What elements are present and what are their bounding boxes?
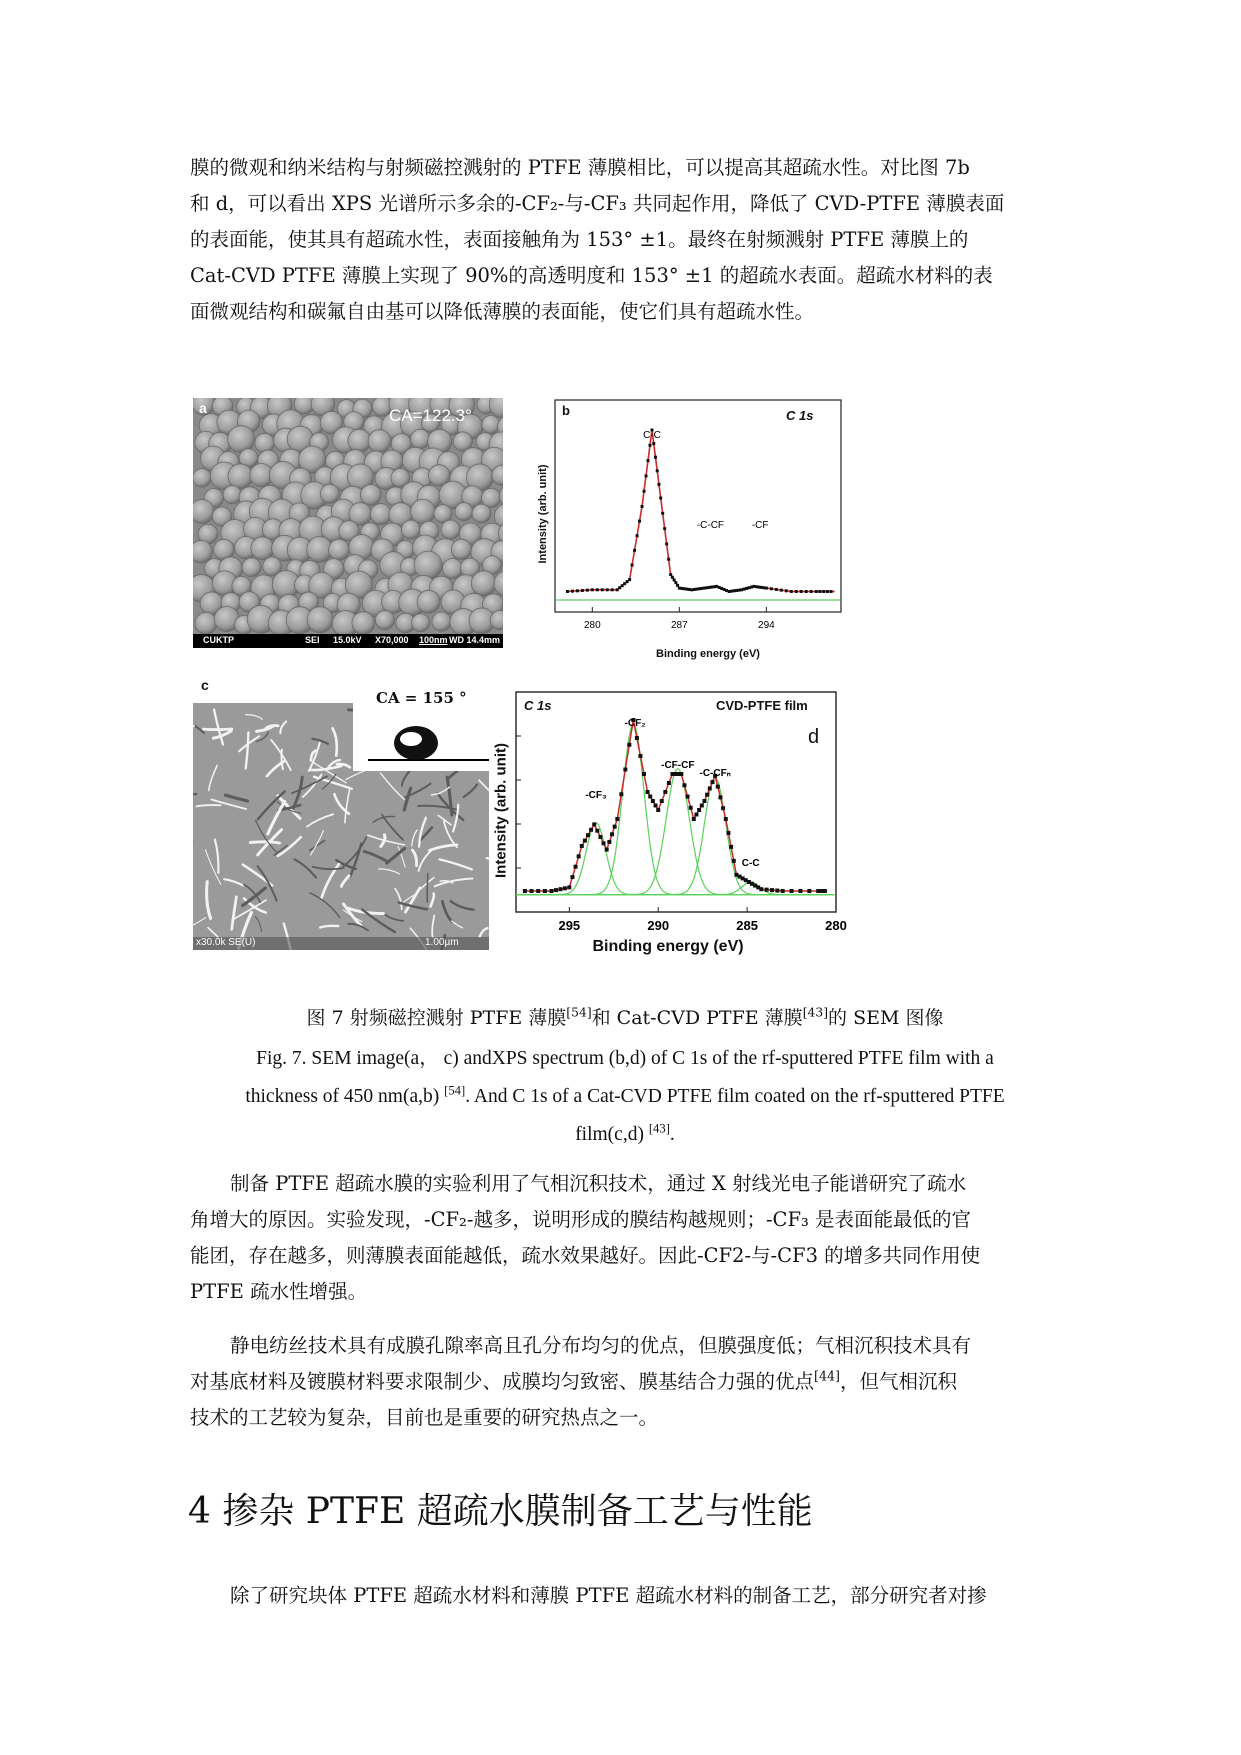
chart-d-data-point	[759, 887, 763, 891]
chart-b-data-point	[818, 590, 821, 593]
chart-d-peak-label: -CF₃	[585, 790, 607, 801]
chart-b-tick-label: 294	[758, 620, 775, 631]
panel-d-tag: C 1s	[524, 698, 552, 713]
sem-footer-item: CUKTP	[203, 635, 234, 645]
chart-b-data-point	[645, 474, 648, 477]
chart-d-data-point	[770, 888, 774, 892]
sem-grain	[417, 590, 440, 613]
chart-d-data-point	[790, 889, 794, 893]
chart-d-data-point	[694, 813, 698, 817]
sem-grain	[411, 429, 430, 448]
top-paragraph	[190, 150, 1060, 330]
chart-d-data-point	[646, 790, 650, 794]
chart-d-data-point	[602, 841, 606, 845]
chart-d-data-point	[567, 885, 571, 889]
chart-d-peak-label: -CF-CF	[661, 760, 695, 771]
chart-b-data-point	[669, 573, 672, 576]
chart-b-data-point	[830, 590, 833, 593]
chart-b-data-point	[649, 444, 652, 447]
chart-d-data-point	[697, 808, 701, 812]
chart-d-data-point	[550, 889, 554, 893]
paragraph-3	[190, 1328, 1060, 1436]
chart-b-data-point	[795, 590, 798, 593]
chart-d-data-point	[729, 845, 733, 849]
chart-d-data-point	[615, 817, 619, 821]
xps-chart-d	[488, 690, 848, 990]
chart-d-data-point	[724, 817, 728, 821]
chart-d-data-point	[536, 889, 540, 893]
chart-d-data-point	[635, 736, 639, 740]
chart-d-data-point	[692, 817, 696, 821]
sem-grain	[472, 504, 491, 523]
chart-b-data-point	[586, 589, 589, 592]
chart-d-data-point	[702, 799, 706, 803]
text-line: 膜的微观和纳米结构与射频磁控溅射的 PTFE 薄膜相比，可以提高其超疏水性。对比图 7b	[190, 156, 970, 179]
sem-footer-item: WD 14.4mm	[449, 635, 501, 645]
sem-grain	[223, 486, 241, 504]
chart-b-data-point	[663, 527, 666, 530]
chart-b-frame	[555, 400, 841, 612]
text-line: Cat-CVD PTFE 薄膜上实现了 90%的高透明度和 153° ±1 的超疏水表面。超疏水材料的表	[190, 264, 993, 287]
panel-d-letter: d	[808, 726, 820, 748]
chart-b-data-point	[636, 534, 639, 537]
chart-b-data-point	[815, 590, 818, 593]
chart-b-peak-label: C-C	[643, 430, 661, 441]
chart-b-data-point	[805, 590, 808, 593]
chart-d-data-point	[642, 772, 646, 776]
paragraph-2	[190, 1166, 1060, 1310]
chart-b-ylabel: Intensity (arb. unit)	[537, 464, 549, 564]
chart-b-data-point	[671, 576, 674, 579]
sem-image-a	[193, 398, 503, 648]
sem-flake	[427, 874, 428, 902]
sem-grain	[368, 430, 391, 453]
chart-b-data-point	[790, 590, 793, 593]
chart-b-data-point	[596, 588, 599, 591]
sem-flake	[203, 729, 231, 730]
chart-d-data-point	[679, 772, 683, 776]
sem-flake	[250, 842, 279, 843]
chart-b-data-point	[566, 590, 569, 593]
chart-d-peak-label: -CF₂	[624, 718, 646, 729]
figure-caption-en	[190, 1040, 1060, 1154]
chart-d-xlabel: Binding energy (eV)	[592, 938, 744, 955]
chart-b-data-point	[581, 589, 584, 592]
chart-d-data-point	[716, 785, 720, 789]
chart-d-data-point	[530, 889, 534, 893]
chart-d-data-point	[580, 844, 584, 848]
chart-d-tick-label: 285	[736, 918, 758, 933]
chart-b-data-point	[826, 590, 829, 593]
chart-d-data-point	[648, 795, 652, 799]
text-line: 的表面能，使其具有超疏水性，表面接触角为 153° ±1。最终在射频溅射 PTFE 薄膜上的	[190, 228, 969, 251]
chart-b-data-point	[652, 442, 655, 445]
sem-grain	[195, 612, 217, 634]
chart-d-data-point	[710, 780, 714, 784]
chart-d-data-point	[721, 806, 725, 810]
chart-d-peak-label: -C-CFₙ	[699, 768, 731, 779]
chart-d-data-point	[667, 781, 671, 785]
caption-en-line: film(c,d) [43].	[575, 1121, 675, 1145]
sem-image-c	[193, 675, 489, 950]
figure-caption-zh	[190, 1003, 1060, 1033]
chart-d-data-point	[589, 828, 593, 832]
chart-d-data-point	[705, 793, 709, 797]
chart-b-data-point	[657, 483, 660, 486]
sem-footer-item: SEI	[305, 635, 320, 645]
xps-chart-b	[518, 398, 848, 668]
chart-d-data-point	[577, 854, 581, 858]
chart-b-data-point	[659, 497, 662, 500]
chart-b-peak-label: -C-CF	[696, 520, 725, 531]
sem-texture-a	[193, 398, 503, 648]
chart-d-data-point	[732, 859, 736, 863]
chart-d-data-point	[563, 886, 567, 890]
sem-grain	[441, 520, 460, 539]
sem-grain	[329, 539, 350, 560]
chart-d-data-point	[765, 888, 769, 892]
panel-b-letter: b	[562, 403, 570, 418]
chart-b-data-point	[800, 590, 803, 593]
sem-grain	[251, 537, 274, 560]
chart-b-data-point	[606, 588, 609, 591]
chart-d-data-point	[554, 888, 558, 892]
chart-b-data-point	[667, 558, 670, 561]
sem-grain	[228, 464, 253, 489]
chart-b-data-point	[785, 589, 788, 592]
sem-grain	[320, 484, 339, 503]
caption-en-line: thickness of 450 nm(a,b) [54]. And C 1s of a Cat-CVD PTFE film coated on the rf-sputtered PTFE	[245, 1083, 1005, 1107]
chart-d-data-point	[610, 832, 614, 836]
sem-footer-a	[193, 634, 503, 648]
chart-b-data-point	[641, 505, 644, 508]
chart-b-data-point	[591, 588, 594, 591]
chart-d-data-point	[613, 825, 617, 829]
sem-grain	[411, 499, 436, 524]
chart-d-data-point	[663, 790, 667, 794]
section-heading: 4 掺杂 PTFE 超疏水膜制备工艺与性能	[188, 1491, 813, 1532]
sem-texture-c	[193, 675, 489, 950]
chart-b-data-point	[628, 578, 631, 581]
chart-b-tick-label: 287	[671, 620, 688, 631]
chart-b-tick-label: 280	[583, 620, 601, 631]
chart-d-data-point	[775, 889, 779, 893]
chart-d-data-point	[686, 795, 690, 799]
chart-d-ylabel: Intensity (arb. unit)	[492, 743, 510, 878]
sem-grain	[375, 610, 394, 629]
chart-d-data-point	[660, 799, 664, 803]
chart-b-data-point	[633, 549, 636, 552]
chart-b-data-point	[647, 459, 650, 462]
chart-b-data-point	[656, 469, 659, 472]
text-line: 静电纺丝技术具有成膜孔隙率高且孔分布均匀的优点，但膜强度低；气相沉积技术具有	[230, 1334, 972, 1357]
chart-d-data-point	[682, 783, 686, 787]
chart-b-data-point	[780, 589, 783, 592]
chart-d-data-point	[798, 889, 802, 893]
panel-d-film: CVD-PTFE film	[716, 698, 808, 713]
chart-b-svg	[518, 398, 848, 668]
chart-d-data-point	[726, 831, 730, 835]
paragraph-4	[190, 1578, 1060, 1614]
sem-grain	[451, 539, 471, 559]
chart-d-data-point	[523, 889, 527, 893]
chart-d-data-point	[607, 840, 611, 844]
sem-grain	[471, 571, 496, 596]
sem-grain	[360, 485, 381, 506]
sem-grain	[352, 612, 375, 635]
text-line: 制备 PTFE 超疏水膜的实验利用了气相沉积技术，通过 X 射线光电子能谱研究了疏水	[230, 1172, 967, 1195]
chart-b-data-point	[661, 512, 664, 515]
chart-b-data-point	[810, 590, 813, 593]
chart-b-data-point	[765, 587, 768, 590]
chart-d-data-point	[627, 743, 631, 747]
chart-d-data-point	[708, 786, 712, 790]
chart-d-data-point	[689, 806, 693, 810]
chart-d-data-point	[651, 799, 655, 803]
sem-grain	[193, 469, 211, 488]
text-line: 除了研究块体 PTFE 超疏水材料和薄膜 PTFE 超疏水材料的制备工艺，部分研究者对掺	[230, 1584, 987, 1607]
text-line: 技术的工艺较为复杂，目前也是重要的研究热点之一。	[190, 1406, 659, 1429]
chart-d-data-point	[583, 839, 587, 843]
chart-d-data-point	[586, 833, 590, 837]
chart-d-data-point	[654, 804, 658, 808]
panel-a-letter: a	[199, 400, 207, 416]
caption-en-line: Fig. 7. SEM image(a， c) andXPS spectrum (b,d) of C 1s of the rf-sputtered PTFE film with a	[256, 1048, 994, 1069]
chart-d-data-point	[570, 875, 574, 879]
chart-d-data-point	[718, 795, 722, 799]
sem-grain	[307, 607, 333, 633]
chart-d-data-point	[638, 754, 642, 758]
chart-b-data-point	[676, 584, 679, 587]
chart-d-data-point	[543, 889, 547, 893]
chart-d-tick-label: 290	[647, 918, 670, 933]
panel-c-contact-angle: CA = 155 °	[376, 689, 467, 707]
chart-d-data-point	[656, 808, 660, 812]
text-line: 对基底材料及镀膜材料要求限制少、成膜均匀致密、膜基结合力强的优点[44]，但气相沉积	[190, 1368, 958, 1393]
sem-grain	[193, 499, 214, 523]
chart-d-data-point	[807, 889, 811, 893]
chart-d-data-point	[781, 889, 785, 893]
text-line: 和 d，可以看出 XPS 光谱所示多余的-CF₂-与-CF₃ 共同起作用，降低了 CVD-PTFE 薄膜表面	[190, 192, 1005, 215]
chart-d-data-point	[598, 835, 602, 839]
chart-b-data-point	[638, 520, 641, 523]
sem-grain	[455, 503, 473, 521]
sem-c-footer-left: x30.0k SE(U)	[196, 937, 256, 948]
sem-grain	[370, 504, 391, 525]
chart-d-data-point	[595, 829, 599, 833]
chart-b-data-point	[571, 590, 574, 593]
chart-b-data-point	[643, 490, 646, 493]
sem-footer-item: 100nm	[419, 635, 448, 645]
sem-grain	[414, 551, 442, 579]
panel-a-contact-angle: CA=122.3°	[389, 406, 472, 425]
panel-c-letter: c	[201, 677, 209, 693]
chart-b-data-point	[674, 581, 677, 584]
chart-b-data-point	[775, 588, 778, 591]
chart-d-data-point	[574, 865, 578, 869]
sem-grain	[401, 520, 420, 539]
chart-d-tick-label: 295	[558, 918, 581, 933]
panel-b-tag: C 1s	[786, 408, 814, 423]
chart-d-frame	[516, 692, 836, 912]
chart-b-data-point	[611, 588, 614, 591]
chart-d-data-point	[605, 848, 609, 852]
chart-d-data-point	[592, 822, 596, 826]
chart-d-data-point	[558, 887, 562, 891]
chart-b-data-point	[654, 456, 657, 459]
text-line: 能团，存在越多，则薄膜表面能越低，疏水效果越好。因此-CF2-与-CF3 的增多共同作用使	[190, 1244, 981, 1267]
chart-d-tick-label: 280	[825, 918, 847, 933]
caption-zh-text: 图 7 射频磁控溅射 PTFE 薄膜[54]和 Cat-CVD PTFE 薄膜[43]的 SEM 图像	[306, 1005, 944, 1029]
sem-grain	[242, 558, 261, 577]
chart-d-data-point	[619, 792, 623, 796]
chart-b-data-point	[822, 590, 825, 593]
sem-grain	[255, 433, 275, 453]
chart-b-xlabel: Binding energy (eV)	[656, 648, 760, 660]
sem-c-footer-right: 1.00µm	[425, 937, 459, 948]
chart-b-peak-label: -CF	[751, 520, 769, 531]
sem-grain	[432, 612, 451, 631]
sem-grain	[482, 415, 500, 433]
chart-b-data-point	[631, 563, 634, 566]
chart-b-data-point	[770, 587, 773, 590]
chart-d-data-point	[623, 768, 627, 772]
text-line: 面微观结构和碳氟自由基可以降低薄膜的表面能，使它们具有超疏水性。	[190, 300, 815, 323]
chart-d-data-point	[700, 804, 704, 808]
sem-footer-item: X70,000	[375, 635, 409, 645]
text-line: PTFE 疏水性增强。	[190, 1280, 368, 1303]
sem-grain	[412, 614, 430, 632]
chart-d-peak-label: C-C	[741, 858, 760, 869]
chart-d-data-point	[823, 889, 827, 893]
chart-b-data-point	[601, 588, 604, 591]
sem-footer-item: 15.0kV	[333, 635, 362, 645]
chart-b-data-point	[665, 542, 668, 545]
chart-b-data-point	[673, 578, 676, 581]
sem-grain	[442, 559, 462, 579]
sem-grain	[348, 429, 371, 452]
chart-b-data-point	[576, 589, 579, 592]
text-line: 角增大的原因。实验发现，-CF₂-越多，说明形成的膜结构越规则；-CF₃ 是表面能最低的官	[190, 1208, 972, 1231]
